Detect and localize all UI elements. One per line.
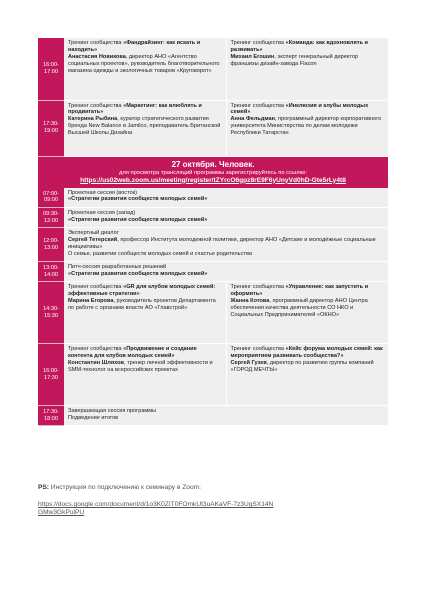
day-header	[38, 156, 388, 188]
time-cell: 13:00- 14:00	[38, 262, 64, 282]
time-cell: 12:00- 13:00	[38, 228, 64, 262]
table-row	[38, 38, 388, 100]
session-cell: Тренинг сообщества «Инклюзия и клубы молодых семей» Анна Фельдман, программный директор корпоративного университета Министерства по делам молодежи Республики Татарстан	[226, 100, 388, 156]
session-cell: Тренинг сообщества «Кейс форума молодых семей: как мероприятием развивать сообщества?» Сергей Гузев, директор по развитию группы компаний «ГОРОД МЕЧТЫ»	[226, 344, 388, 406]
session-cell: Тренинг сообщества «GR для клубов молодых семей: эффективные стратегии» Марина Егорова, руководитель проектов Департамента по работе с органами власти АО «Главстрой»	[64, 282, 226, 344]
session-cell: Тренинг сообщества «Маркетинг: как влюблять и продвигать» Катерина Рыбина, куратор стратегического развития бренда New Balance в Jamilco, преподаватель Британской Высшей Школы Дизайна	[64, 100, 226, 156]
table-row	[38, 188, 388, 208]
table-row	[38, 208, 388, 228]
table-row	[38, 262, 388, 282]
session-cell: Тренинг сообщества «Команда: как вдохновлять и развивать» Михаил Егошин, эксперт генеральный директор франшизы дизайн-завода Flacon	[226, 38, 388, 100]
time-cell: 16:00- 17:00	[38, 38, 64, 100]
ps-text: Инструкция по подключению к семинару в Zoom:	[49, 484, 201, 491]
time-cell: 16:00- 17:30	[38, 344, 64, 406]
session-cell: Проектная сессия (восток) «Стратегии развития сообществ молодых семей»	[64, 188, 388, 208]
time-cell: 14:30- 15:30	[38, 282, 64, 344]
session-cell: Питч-сессия разработанных решений «Стратегии развития сообществ молодых семей»	[64, 262, 388, 282]
session-cell: Завершающая сессия программы Подведение итогов	[64, 406, 388, 426]
session-cell: Проектная сессия (запад) «Стратегии развития сообществ молодых семей»	[64, 208, 388, 228]
time-cell: 17:30- 18:00	[38, 406, 64, 426]
ps-label: PS:	[38, 484, 49, 491]
day-header-row	[38, 156, 388, 188]
table-row	[38, 282, 388, 344]
zoom-instructions-link[interactable]: https://docs.google.com/document/d/1o3K0ZIT0FOmkUt3uAKaVF-7z3UgSX14NGMw3GkPulPU	[38, 501, 274, 517]
session-cell: Тренинг сообщества «Управление: как запустить и оформить» Жанна Котова, программный директор АНО Центра обеспечения качества деятельности СО НКО и Социальных Предпринимателей «ОКНО»	[226, 282, 388, 344]
time-cell: 17:30- 19:00	[38, 100, 64, 156]
session-cell: Тренинг сообщества «Фандрайзинг: как искать и находить» Анастасия Новикова, директор АНО «Агентство социальных проектов», руководитель благотворительного магазина одежды и экологичных товаров «Круговорот»	[64, 38, 226, 100]
session-cell: Экспертный диалог Сергей Тетерский, профессор Института молодежной политики, директор АНО «Детские и молодёжные социальные инициативы» О семье, развитии сообществ молодых семей и счастье родительства	[64, 228, 388, 262]
ps-note	[38, 484, 388, 492]
session-cell: Тренинг сообщества «Продвижение и создание контента для клубов молодых семей» Константин Шляхов, тренер личной эффективности и SMM-технолог на всероссийских проектах	[64, 344, 226, 406]
registration-link[interactable]: https://us02web.zoom.us/meeting/register/tZYrcO6gpz8rE9F6yUnyVd0hD-Gte5rLy4t8	[80, 176, 346, 184]
table-row	[38, 406, 388, 426]
schedule-table	[38, 38, 388, 426]
day-title: 27 октября. Человек.	[171, 159, 255, 169]
table-row	[38, 100, 388, 156]
time-cell: 09:30- 12:00	[38, 208, 64, 228]
time-cell: 07:00- 09:00	[38, 188, 64, 208]
table-row	[38, 228, 388, 262]
day-subtitle: для просмотра трансляций программы зарегистрируйтесь по ссылке:	[119, 169, 307, 176]
table-row	[38, 344, 388, 406]
schedule	[38, 38, 388, 426]
